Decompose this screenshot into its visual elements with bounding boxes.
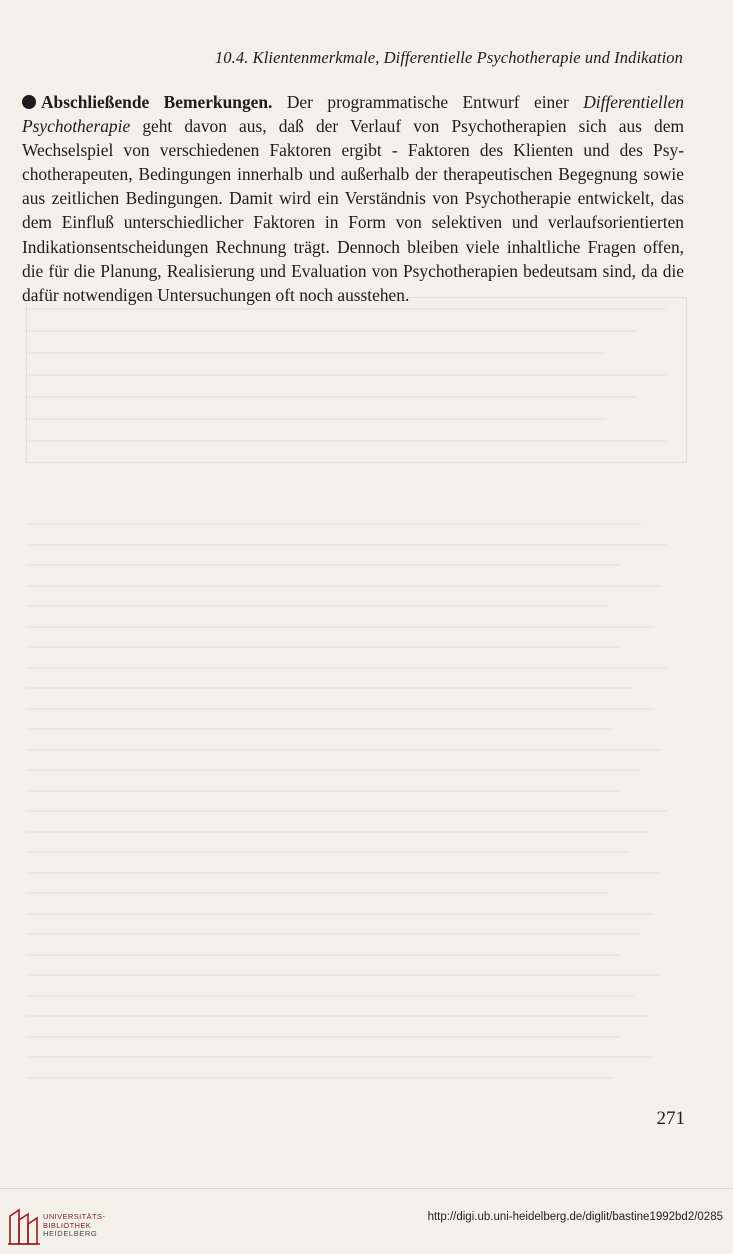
bleed-through-line xyxy=(26,523,641,525)
bleed-through-line xyxy=(26,585,661,587)
bleed-through-line xyxy=(26,913,654,915)
library-logo-icon xyxy=(7,1208,41,1246)
bullet-icon xyxy=(22,95,36,109)
bleed-through-line xyxy=(26,544,667,546)
bleed-through-line xyxy=(26,1036,621,1038)
bleed-through-line xyxy=(26,646,621,648)
bleed-through-line xyxy=(26,728,614,730)
section-heading: Abschließende Bemerkungen. xyxy=(41,92,273,112)
page-number: 271 xyxy=(656,1108,685,1129)
bleed-through-line xyxy=(26,872,661,874)
library-name-line-1: UNIVERSITÄTS- xyxy=(43,1212,106,1221)
library-name xyxy=(43,1213,105,1239)
footer-divider xyxy=(0,1188,733,1189)
paragraph-text-start: Der programmatische Entwurf einer xyxy=(272,92,584,112)
bleed-through-line xyxy=(26,1077,614,1079)
bleed-through-line xyxy=(26,1056,654,1058)
bleed-through-line xyxy=(26,374,666,376)
bleed-through-line xyxy=(26,749,661,751)
bleed-through-line xyxy=(26,933,641,935)
bleed-through-line xyxy=(26,769,641,771)
bleed-through-line xyxy=(26,440,666,442)
bleed-through-line xyxy=(26,974,661,976)
bleed-through-line xyxy=(26,396,636,398)
bleed-through-line xyxy=(26,708,654,710)
bleed-through-line xyxy=(26,308,666,310)
bleed-through-line xyxy=(26,330,636,332)
source-url-link[interactable]: http://digi.ub.uni-heidelberg.de/diglit/bastine1992bd2/0285 xyxy=(427,1211,723,1223)
bleed-through-line xyxy=(26,851,628,853)
bleed-through-line xyxy=(26,626,654,628)
bleed-through-line xyxy=(26,667,667,669)
emphasized-term: Differentiellen Psychotherapie xyxy=(22,92,685,137)
bleed-through-line xyxy=(26,1015,647,1017)
bleed-through-box xyxy=(26,297,687,463)
bleed-through-line xyxy=(26,892,608,894)
running-head: 10.4. Klientenmerkmale, Differentielle Psychotherapie und Indikation xyxy=(214,48,683,67)
bleed-through-line xyxy=(26,790,621,792)
bleed-through-line xyxy=(26,687,634,689)
bleed-through-line xyxy=(26,605,608,607)
bleed-through-line xyxy=(26,418,606,420)
library-name-line-2: BIBLIOTHEK xyxy=(43,1220,92,1230)
paragraph-text-rest: geht davon aus, daß der Verlauf von Psychotherapien sich aus dem Wechselspiel von verschiedenen Faktoren ergibt - Faktoren des Klienten und des Psychotherapeuten, Bedingungen innerhalb und außerhalb der therapeutischen Begegnung sowie aus zeitlichen Bedingungen. Damit wird ein Verständnis von Psychotherapie entwickelt, das dem Einfluß unterschiedlicher Faktoren in Form von selektiven und verlaufsorientierten Indikationsentscheidungen Rechnung trägt. Dennoch bleiben viele inhaltliche Fragen offen, die für die Planung, Realisierung und Evaluation von Psychotherapien bedeutsam sind, da die dafür notwendigen Untersuchungen oft noch ausstehen. xyxy=(22,116,684,305)
bleed-through-line xyxy=(26,564,621,566)
bleed-through-line xyxy=(26,352,606,354)
bleed-through-line xyxy=(26,954,621,956)
bleed-through-line xyxy=(26,995,634,997)
bleed-through-line xyxy=(26,831,647,833)
library-name-line-3: HEIDELBERG xyxy=(43,1229,98,1239)
closing-remarks-paragraph xyxy=(22,90,684,307)
bleed-through-line xyxy=(26,810,667,812)
